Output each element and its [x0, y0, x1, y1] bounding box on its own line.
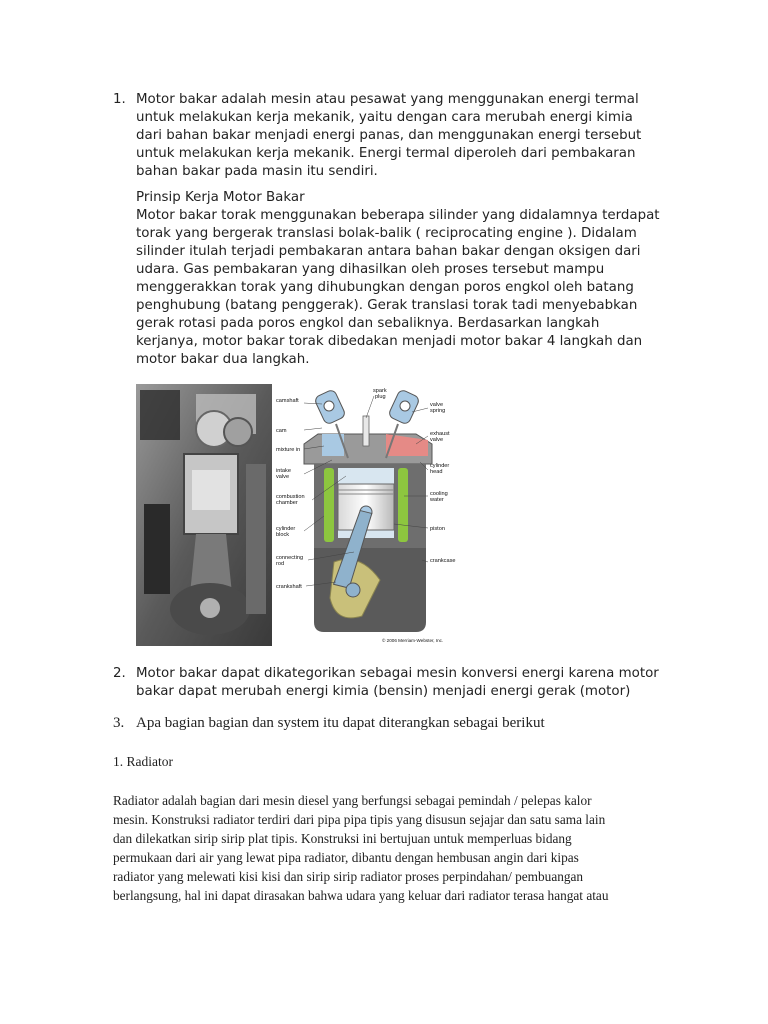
- label-cylinder-head-1: cylinder: [430, 463, 450, 469]
- list-number-1: 1.: [113, 92, 126, 107]
- label-mixture-in: mixture in: [276, 447, 301, 453]
- label-connecting-rod-2: rod: [276, 561, 285, 567]
- section-title-prinsip-kerja: Prinsip Kerja Motor Bakar: [136, 190, 305, 205]
- engine-diagram-figure: [136, 384, 467, 646]
- label-cylinder-block-2: block: [276, 532, 290, 538]
- paragraph-bagian-bagian: Apa bagian bagian dan system itu dapat diterangkan sebagai berikut: [136, 715, 545, 731]
- figure-copyright: © 2006 Merriam-Webster, Inc.: [382, 638, 444, 643]
- label-exhaust-valve-1: exhaust: [430, 431, 450, 437]
- label-cooling-water-2: water: [430, 497, 444, 503]
- label-cooling-water-1: cooling: [430, 491, 448, 497]
- crankcase: [314, 548, 426, 632]
- label-valve-spring-1: valve: [430, 402, 444, 408]
- list-number-2: 2.: [113, 666, 126, 681]
- paragraph-prinsip-kerja: Motor bakar torak menggunakan beberapa silinder yang didalamnya terdapat torak yang bergerak translasi bolak-balik ( reciprocating engine ). Didalam silinder itulah terjadi pembakaran antara bahan bakar dengan oksigen dari udara. Gas pembakaran yang dihasilkan oleh proses tersebut mampu menggerakkan torak yang dihubungkan dengan poros engkol oleh batang penghubung (batang penggerak). Gerak translasi torak tadi menyebabkan gerak rotasi pada poros engkol dan sebaliknya. Berdasarkan langkah kerjanya, motor bakar torak dibedakan menjadi motor bakar 4 langkah dan motor bakar dua langkah.: [136, 208, 660, 367]
- label-piston: piston: [430, 526, 445, 532]
- paragraph-motor-bakar-definition: Motor bakar adalah mesin atau pesawat yang menggunakan energi termal untuk melakukan kerja mekanik, yaitu dengan cara merubah energi kimia dari bahan bakar menjadi energi panas, dan menggunakan energi tersebut untuk melakukan kerja mekanik. Energi termal diperoleh dari pembakaran bahan bakar pada masin itu sendiri.: [136, 92, 642, 179]
- label-crankcase: crankcase: [430, 558, 456, 564]
- section-heading-radiator: 1. Radiator: [113, 754, 173, 769]
- label-spark-plug-2: plug: [375, 394, 386, 400]
- label-intake-valve-2: valve: [276, 474, 290, 480]
- label-cam: cam: [276, 428, 287, 434]
- paragraph-radiator: Radiator adalah bagian dari mesin diesel yang berfungsi sebagai pemindah / pelepas kalor mesin. Konstruksi radiator terdiri dari pipa pipa tipis yang disusun sejajar dan satu sama lain dan dilekatkan sirip sirip plat tipis. Konstruksi ini bertujuan untuk memperluas bidang permukaan dari air yang lewat pipa radiator, dibantu dengan hembusan angin dari kipas radiator yang melewati kisi kisi dan sirip sirip radiator proses perpindahan/ pembuangan berlangsung, hal ini dapat dirasakan bahwa udara yang keluar dari radiator terasa hangat atau: [113, 793, 609, 903]
- label-camshaft: camshaft: [276, 398, 299, 404]
- label-crankshaft: crankshaft: [276, 584, 302, 590]
- engine-diagram-svg: [136, 384, 467, 646]
- list-number-3: 3.: [113, 715, 125, 731]
- label-exhaust-valve-2: valve: [430, 437, 444, 443]
- paragraph-konversi-energi: Motor bakar dapat dikategorikan sebagai mesin konversi energi karena motor bakar dapat merubah energi kimia (bensin) menjadi energi gerak (motor): [136, 666, 659, 699]
- label-valve-spring-2: spring: [430, 408, 446, 414]
- label-spark-plug-1: spark: [373, 388, 387, 394]
- label-cylinder-head-2: head: [430, 469, 443, 475]
- label-cylinder-block-1: cylinder: [276, 526, 296, 532]
- label-intake-valve-1: intake: [276, 468, 291, 474]
- label-combustion-chamber-2: chamber: [276, 500, 298, 506]
- engine-cutaway-photo: [136, 384, 272, 646]
- label-connecting-rod-1: connecting: [276, 555, 304, 561]
- label-combustion-chamber-1: combustion: [276, 494, 305, 500]
